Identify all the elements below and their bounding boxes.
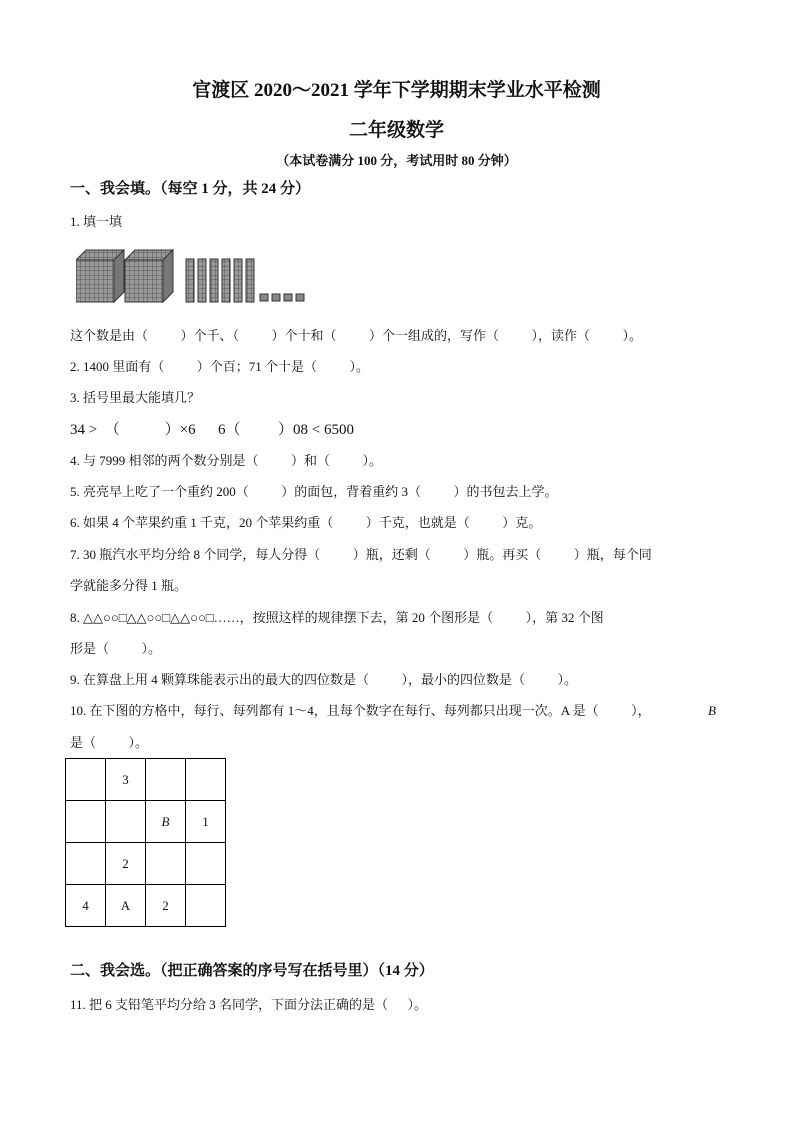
base-ten-blocks-image bbox=[76, 248, 316, 304]
q3-a: 34 > （ ）×6 bbox=[70, 422, 196, 438]
grid-cell bbox=[66, 759, 106, 801]
section2-heading: 二、我会选。（把正确答案的序号写在括号里）（14 分） bbox=[70, 963, 434, 979]
grid-cell bbox=[146, 843, 186, 885]
q3-b: 6（ ）08 < 6500 bbox=[218, 422, 354, 438]
q7-line2: 学就能多分得 1 瓶。 bbox=[70, 578, 188, 593]
q4: 4. 与 7999 相邻的两个数分别是（ ）和（ ）。 bbox=[70, 453, 383, 468]
thousand-cube bbox=[76, 250, 124, 302]
q8-line2: 形是（ ）。 bbox=[70, 641, 162, 656]
thousand-cube bbox=[125, 250, 173, 302]
exam-title: 官渡区 2020～2021 学年下学期期末学业水平检测 bbox=[192, 80, 601, 101]
grid-cell bbox=[186, 885, 226, 927]
q2: 2. 1400 里面有（ ）个百；71 个十是（ ）。 bbox=[70, 359, 370, 374]
latin-square-grid bbox=[65, 758, 226, 927]
q6: 6. 如果 4 个苹果约重 1 千克，20 个苹果约重（ ）千克，也就是（ ）克。 bbox=[70, 515, 542, 530]
q1-label: 1. 填一填 bbox=[70, 214, 123, 229]
grid-cell: 2 bbox=[146, 885, 186, 927]
q10-line1: 10. 在下图的方格中，每行、每列都有 1～4，且每个数字在每行、每列都只出现一次。A 是（ ）， bbox=[70, 703, 651, 718]
section1-heading: 一、我会填。（每空 1 分，共 24 分） bbox=[70, 181, 311, 197]
ten-rods bbox=[186, 259, 254, 302]
q10-b-label: B bbox=[708, 703, 716, 718]
q1-text: 这个数是由（ ）个千、（ ）个十和（ ）个一组成的，写作（ ），读作（ ）。 bbox=[70, 328, 643, 343]
grid-cell bbox=[186, 843, 226, 885]
q11: 11. 把 6 支铅笔平均分给 3 名同学，下面分法正确的是（ ）。 bbox=[70, 997, 428, 1012]
grid-cell bbox=[146, 759, 186, 801]
q10-line2: 是（ ）。 bbox=[70, 735, 149, 750]
exam-note: （本试卷满分 100 分，考试用时 80 分钟） bbox=[276, 153, 517, 168]
unit-cubes bbox=[260, 294, 304, 301]
grid-cell bbox=[186, 759, 226, 801]
grid-cell: 3 bbox=[106, 759, 146, 801]
grid-cell bbox=[66, 801, 106, 843]
grid-cell: A bbox=[106, 885, 146, 927]
q9: 9. 在算盘上用 4 颗算珠能表示出的最大的四位数是（ ），最小的四位数是（ ）。 bbox=[70, 672, 578, 687]
q7-line1: 7. 30 瓶汽水平均分给 8 个同学，每人分得（ ）瓶，还剩（ ）瓶。再买（ ）瓶，每个同 bbox=[70, 547, 652, 562]
q5: 5. 亮亮早上吃了一个重约 200（ ）的面包，背着重约 3（ ）的书包去上学。 bbox=[70, 484, 558, 499]
grid-cell: B bbox=[146, 801, 186, 843]
q3-label: 3. 括号里最大能填几？ bbox=[70, 390, 201, 405]
grid-cell: 2 bbox=[106, 843, 146, 885]
q8-line1: 8. △△○○□△△○○□△△○○□……，按照这样的规律摆下去，第 20 个图形是（ ），第 32 个图 bbox=[70, 610, 604, 625]
grid-cell bbox=[66, 843, 106, 885]
grid-cell: 4 bbox=[66, 885, 106, 927]
exam-subtitle: 二年级数学 bbox=[348, 120, 444, 141]
grid-cell bbox=[106, 801, 146, 843]
grid-cell: 1 bbox=[186, 801, 226, 843]
